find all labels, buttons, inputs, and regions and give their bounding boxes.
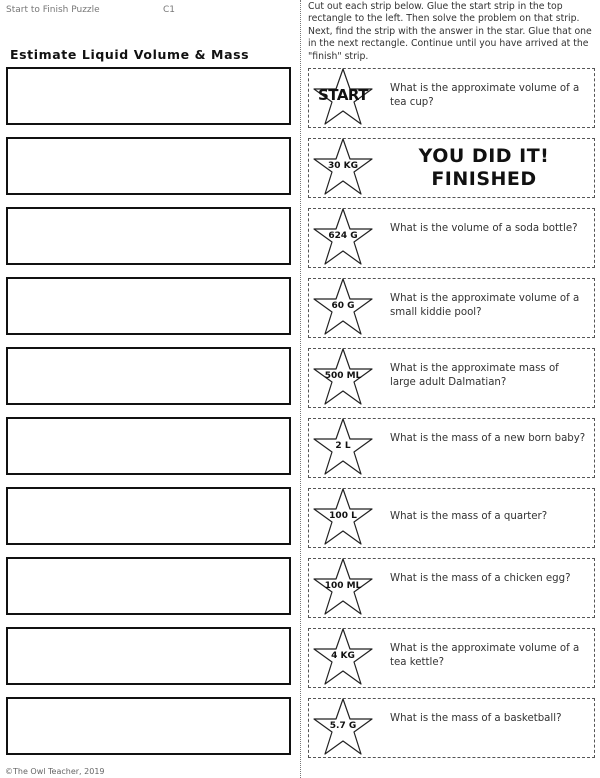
strip-5 bbox=[308, 348, 595, 408]
glue-rectangle-4 bbox=[6, 277, 291, 335]
glue-rectangle-3 bbox=[6, 207, 291, 265]
star-label: 2 L bbox=[335, 441, 351, 451]
star-icon bbox=[311, 486, 375, 548]
star-icon bbox=[311, 416, 375, 478]
strip-7 bbox=[308, 488, 595, 548]
question-text: What is the mass of a quarter? bbox=[390, 511, 548, 522]
question-text: What is the approximate volume of a small kiddie pool? bbox=[390, 293, 580, 318]
strip-8 bbox=[308, 558, 595, 618]
star-label: 100 L bbox=[329, 511, 357, 521]
star-icon bbox=[311, 556, 375, 618]
finished-banner bbox=[379, 145, 589, 191]
strip-start bbox=[308, 68, 595, 128]
glue-rectangle-1 bbox=[6, 67, 291, 125]
star-label: 500 ML bbox=[324, 371, 362, 381]
star-label: 100 ML bbox=[324, 581, 362, 591]
glue-rectangle-8 bbox=[6, 557, 291, 615]
glue-rectangle-10 bbox=[6, 697, 291, 755]
header-left-label: Start to Finish Puzzle bbox=[6, 5, 100, 15]
question-text: What is the mass of a new born baby? bbox=[390, 433, 586, 444]
star-icon bbox=[311, 696, 375, 758]
star-label: START bbox=[317, 86, 369, 104]
header-code: C1 bbox=[163, 5, 176, 15]
strip-4 bbox=[308, 278, 595, 338]
question-text: What is the approximate mass of large adult Dalmatian? bbox=[390, 363, 559, 388]
question-text: What is the approximate volume of a tea kettle? bbox=[390, 643, 580, 668]
glue-rectangle-6 bbox=[6, 417, 291, 475]
star-icon bbox=[311, 66, 375, 128]
star-icon bbox=[311, 346, 375, 408]
copyright-footer: ©The Owl Teacher, 2019 bbox=[5, 767, 105, 776]
cut-line-divider bbox=[300, 0, 301, 778]
star-label: 30 KG bbox=[327, 161, 359, 171]
star-icon bbox=[311, 136, 375, 198]
star-label: 60 G bbox=[331, 301, 355, 311]
strip-9 bbox=[308, 628, 595, 688]
star-label: 5.7 G bbox=[329, 721, 357, 731]
star-label: 4 KG bbox=[331, 651, 355, 661]
strip-3 bbox=[308, 208, 595, 268]
strip-6 bbox=[308, 418, 595, 478]
question-text: What is the volume of a soda bottle? bbox=[390, 223, 578, 234]
finished-line-1: YOU DID IT! bbox=[418, 145, 550, 167]
page-title: Estimate Liquid Volume & Mass bbox=[10, 47, 250, 62]
star-label: 624 G bbox=[328, 231, 358, 241]
glue-rectangle-9 bbox=[6, 627, 291, 685]
question-text: What is the approximate volume of a tea cup? bbox=[390, 83, 580, 108]
question-text: What is the mass of a chicken egg? bbox=[390, 573, 571, 584]
star-icon bbox=[311, 206, 375, 268]
glue-rectangle-7 bbox=[6, 487, 291, 545]
strip-10 bbox=[308, 698, 595, 758]
finished-line-2: FINISHED bbox=[431, 168, 537, 190]
star-icon bbox=[311, 626, 375, 688]
star-icon bbox=[311, 276, 375, 338]
instructions: Cut out each strip below. Glue the start strip in the top rectangle to the left. Then solve the problem on that strip. Next, find the strip with the answer in the star. Glue that one in the next rectangle. Continue until you have arrived at the "finish" strip. bbox=[308, 1, 592, 62]
question-text: What is the mass of a basketball? bbox=[390, 713, 562, 724]
glue-rectangle-2 bbox=[6, 137, 291, 195]
glue-rectangle-5 bbox=[6, 347, 291, 405]
strip-finish bbox=[308, 138, 595, 198]
